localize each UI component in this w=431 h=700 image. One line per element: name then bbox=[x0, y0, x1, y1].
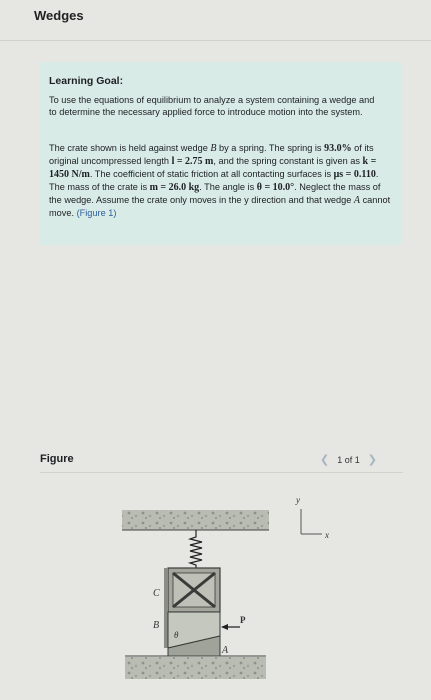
ceiling-ground bbox=[122, 510, 269, 530]
chevron-left-icon[interactable]: ❮ bbox=[320, 454, 330, 466]
problem-text: The crate shown is held against wedge bbox=[49, 143, 211, 153]
problem-text: of its original uncompressed length bbox=[49, 143, 374, 166]
spring-constant: k = 1450 N/m bbox=[49, 156, 377, 180]
spring bbox=[190, 530, 202, 568]
crate-mass: m = 26.0 kg bbox=[149, 182, 200, 193]
problem-text: by a spring. The spring is bbox=[216, 143, 325, 153]
chevron-right-icon[interactable]: ❯ bbox=[367, 454, 377, 466]
learning-goal-heading: Learning Goal: bbox=[49, 75, 124, 87]
wedge-b-ref: B bbox=[210, 143, 217, 154]
angle-theta: θ = 10.0° bbox=[256, 182, 295, 193]
left-wall-c bbox=[164, 568, 168, 648]
problem-text: . Neglect the mass of the wedge. Assume the crate only moves in the y direction and that wedge bbox=[49, 182, 381, 205]
spring-length: l = 2.75 m bbox=[171, 156, 214, 167]
floor-ground bbox=[125, 657, 266, 679]
figure-link[interactable]: (Figure 1) bbox=[76, 208, 117, 218]
problem-text: cannot move. bbox=[49, 195, 391, 218]
label-p: P bbox=[240, 615, 246, 625]
page-title: Wedges bbox=[34, 8, 84, 23]
label-b: B bbox=[153, 620, 160, 631]
figure-heading: Figure bbox=[40, 453, 74, 465]
problem-text: . The coefficient of static friction at all contacting surfaces is bbox=[89, 169, 334, 179]
friction-coefficient: μs = 0.110 bbox=[333, 169, 376, 180]
spring-percent: 93.0% bbox=[324, 143, 352, 154]
crate bbox=[168, 568, 220, 612]
problem-text: . The angle is bbox=[199, 182, 257, 192]
coordinate-axes bbox=[301, 509, 322, 534]
label-a: A bbox=[222, 645, 229, 656]
problem-text: . The mass of the crate is bbox=[49, 169, 379, 192]
axis-label-y: y bbox=[296, 495, 300, 505]
force-p-arrow bbox=[221, 624, 240, 630]
learning-goal-text: To use the equations of equilibrium to analyze a system containing a wedge and to determine the necessary applied force to introduce motion into the system. bbox=[49, 95, 375, 117]
label-theta: θ bbox=[174, 630, 179, 640]
problem-text: , and the spring constant is given as bbox=[213, 156, 363, 166]
axis-label-x: x bbox=[325, 530, 329, 540]
label-c: C bbox=[153, 588, 160, 599]
wedge-a-ref: A bbox=[353, 195, 361, 206]
pager-text: 1 of 1 bbox=[337, 454, 360, 465]
